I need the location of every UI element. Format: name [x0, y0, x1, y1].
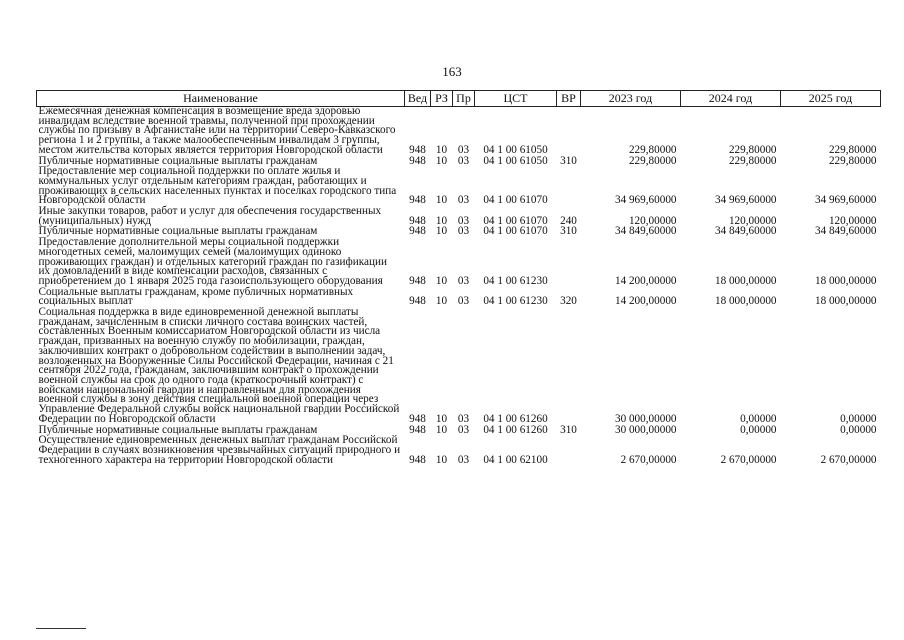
- cell-ved: 948: [409, 143, 426, 156]
- cell-cst: 04 1 00 62100: [483, 453, 548, 466]
- cell-y2023: 229,80000: [628, 154, 677, 167]
- cell-name: Иные закупки товаров, работ и услуг для обеспечения государственных (муниципальных) нужд: [38, 205, 382, 227]
- cell-vr: 310: [560, 225, 577, 238]
- cell-ved: 948: [409, 274, 426, 287]
- cell-cst: 04 1 00 61070: [483, 214, 548, 227]
- cell-rz: 10: [435, 423, 448, 436]
- cell-y2023: 229,80000: [628, 143, 677, 156]
- cell-cst: 04 1 00 61070: [483, 194, 548, 207]
- cell-vr: 310: [560, 423, 577, 436]
- header-rz: РЗ: [431, 91, 453, 107]
- cell-rz: 10: [435, 274, 448, 287]
- cell-pr: 03: [457, 214, 470, 227]
- cell-vr: [557, 107, 581, 157]
- cell-name: Публичные нормативные социальные выплаты гражданам: [38, 225, 318, 238]
- cell-cst: 04 1 00 61050: [483, 154, 548, 167]
- header-2023: 2023 год: [581, 91, 681, 107]
- cell-y2024: 18 000,00000: [714, 274, 777, 287]
- cell-y2025: 18 000,00000: [814, 274, 877, 287]
- cell-y2023: 120,00000: [628, 214, 677, 227]
- cell-y2025: 34 849,60000: [814, 225, 877, 238]
- cell-ved: 948: [409, 194, 426, 207]
- header-name: Наименование: [37, 91, 405, 107]
- cell-cst: 04 1 00 61070: [483, 225, 548, 238]
- cell-cst: 04 1 00 61050: [483, 143, 548, 156]
- cell-y2025: 229,80000: [828, 143, 877, 156]
- cell-name: Публичные нормативные социальные выплаты гражданам: [38, 154, 318, 167]
- cell-name: Публичные нормативные социальные выплаты гражданам: [38, 423, 318, 436]
- cell-y2023: 2 670,00000: [620, 453, 677, 466]
- cell-y2023: 34 849,60000: [614, 225, 677, 238]
- cell-pr: 03: [457, 274, 470, 287]
- cell-name: Предоставление дополнительной меры социальной поддержки многодетных семей, малоимущих семей (малоимущих одиноко проживающих граждан) и отдельных категорий граждан по газификации их домовладений в виде компенсации расходов, связанных с приобретением до 1 января 2025 года газоиспользующего оборудования: [38, 236, 387, 287]
- cell-vr: [557, 308, 581, 425]
- cell-rz: 10: [435, 453, 448, 466]
- table-row: [37, 436, 881, 466]
- cell-y2025: 0,00000: [840, 423, 877, 436]
- cell-name: Предоставление мер социальной поддержки по оплате жилья и коммунальных услуг отдельным категориям граждан, работающих и проживающих в сельских населенных пунктах и поселках городского типа Новгородской области: [38, 165, 397, 207]
- cell-vr: 310: [560, 154, 577, 167]
- cell-y2024: 0,00000: [740, 423, 777, 436]
- cell-y2024: 34 849,60000: [714, 225, 777, 238]
- cell-y2024: 229,80000: [728, 143, 777, 156]
- cell-vr: 240: [560, 214, 577, 227]
- cell-rz: 10: [435, 214, 448, 227]
- cell-ved: 948: [409, 214, 426, 227]
- header-cst: ЦСТ: [475, 91, 557, 107]
- header-2025: 2025 год: [781, 91, 881, 107]
- cell-y2023: 34 969,60000: [614, 194, 677, 207]
- table-row: [37, 167, 881, 207]
- cell-rz: 10: [435, 225, 448, 238]
- cell-y2024: 229,80000: [728, 154, 777, 167]
- table-row: [37, 238, 881, 288]
- header-pr: Пр: [453, 91, 475, 107]
- cell-y2024: 0,00000: [740, 412, 777, 425]
- cell-pr: 03: [457, 423, 470, 436]
- cell-rz: 10: [435, 154, 448, 167]
- cell-rz: 10: [435, 194, 448, 207]
- cell-vr: [557, 167, 581, 207]
- cell-ved: 948: [409, 225, 426, 238]
- page-number: 163: [442, 64, 462, 79]
- cell-y2025: 2 670,00000: [820, 453, 877, 466]
- cell-vr: [557, 238, 581, 288]
- cell-pr: 03: [457, 453, 470, 466]
- cell-vr: [557, 436, 581, 466]
- cell-y2024: 18 000,00000: [714, 295, 777, 308]
- cell-rz: 10: [435, 295, 448, 308]
- cell-y2025: 0,00000: [840, 412, 877, 425]
- header-2024: 2024 год: [681, 91, 781, 107]
- cell-pr: 03: [457, 143, 470, 156]
- cell-y2025: 229,80000: [828, 154, 877, 167]
- cell-y2024: 2 670,00000: [720, 453, 777, 466]
- cell-cst: 04 1 00 61260: [483, 423, 548, 436]
- cell-ved: 948: [409, 295, 426, 308]
- table-row: [37, 107, 881, 157]
- table-row: [37, 308, 881, 425]
- cell-y2025: 18 000,00000: [814, 295, 877, 308]
- header-vr: ВР: [557, 91, 581, 107]
- cell-name: Социальные выплаты гражданам, кроме публичных нормативных социальных выплат: [38, 285, 354, 308]
- cell-name: Осуществление единовременных денежных выплат гражданам Российской Федерации в случаях возникновения чрезвычайных ситуаций природного и техногенного характера на территории Новгородской области: [38, 434, 401, 466]
- table-row: [37, 207, 881, 227]
- cell-pr: 03: [457, 225, 470, 238]
- cell-pr: 03: [457, 295, 470, 308]
- cell-pr: 03: [457, 194, 470, 207]
- footnote-divider: [36, 628, 86, 629]
- cell-y2024: 34 969,60000: [714, 194, 777, 207]
- cell-name: Социальная поддержка в виде единовременной денежной выплаты гражданам, зачисленным в списки личного состава воинских частей, составленных Военным комиссариатом Новгородской области из числа граждан, призванных на военную службу по мобилизации, граждан, заключивших контракт о добровольном содействии в выполнении задач, возложенных на Вооруженные Силы Российской Федерации, начиная с 21 сентября 2022 года, гражданам, заключившим контракт о прохождении военной службы на срок до одного года (краткосрочный контракт) с войсками национальной гвардии и направленным для прохождения военной службы в зону действия специальной военной операции через Управление Федеральной службы войск национальной гвардии Российской Федерации по Новгородской области: [38, 306, 400, 425]
- cell-ved: 948: [409, 154, 426, 167]
- cell-ved: 948: [409, 453, 426, 466]
- cell-rz: 10: [435, 143, 448, 156]
- header-ved: Вед: [405, 91, 431, 107]
- cell-y2025: 34 969,60000: [814, 194, 877, 207]
- cell-y2023: 14 200,00000: [614, 274, 677, 287]
- cell-name: Ежемесячная денежная компенсация в возмещение вреда здоровью инвалидам вследствие военной травмы, полученной при прохождении службы по призыву в Афганистане или на территории Северо-Кавказского региона 1 и 2 группы, а также малообеспеченным инвалидам 3 группы, местом жительства которых является территория Новгородской области: [38, 105, 396, 156]
- cell-pr: 03: [457, 154, 470, 167]
- cell-y2023: 14 200,00000: [614, 295, 677, 308]
- cell-cst: 04 1 00 61260: [483, 412, 548, 425]
- cell-vr: 320: [560, 295, 577, 308]
- cell-ved: 948: [409, 412, 426, 425]
- cell-y2023: 30 000,00000: [614, 423, 677, 436]
- cell-pr: 03: [457, 412, 470, 425]
- cell-y2023: 30 000,00000: [614, 412, 677, 425]
- cell-cst: 04 1 00 61230: [483, 295, 548, 308]
- cell-cst: 04 1 00 61230: [483, 274, 548, 287]
- cell-rz: 10: [435, 412, 448, 425]
- cell-ved: 948: [409, 423, 426, 436]
- cell-y2024: 120,00000: [728, 214, 777, 227]
- table-row: [37, 288, 881, 308]
- cell-y2025: 120,00000: [828, 214, 877, 227]
- budget-table: [36, 90, 881, 466]
